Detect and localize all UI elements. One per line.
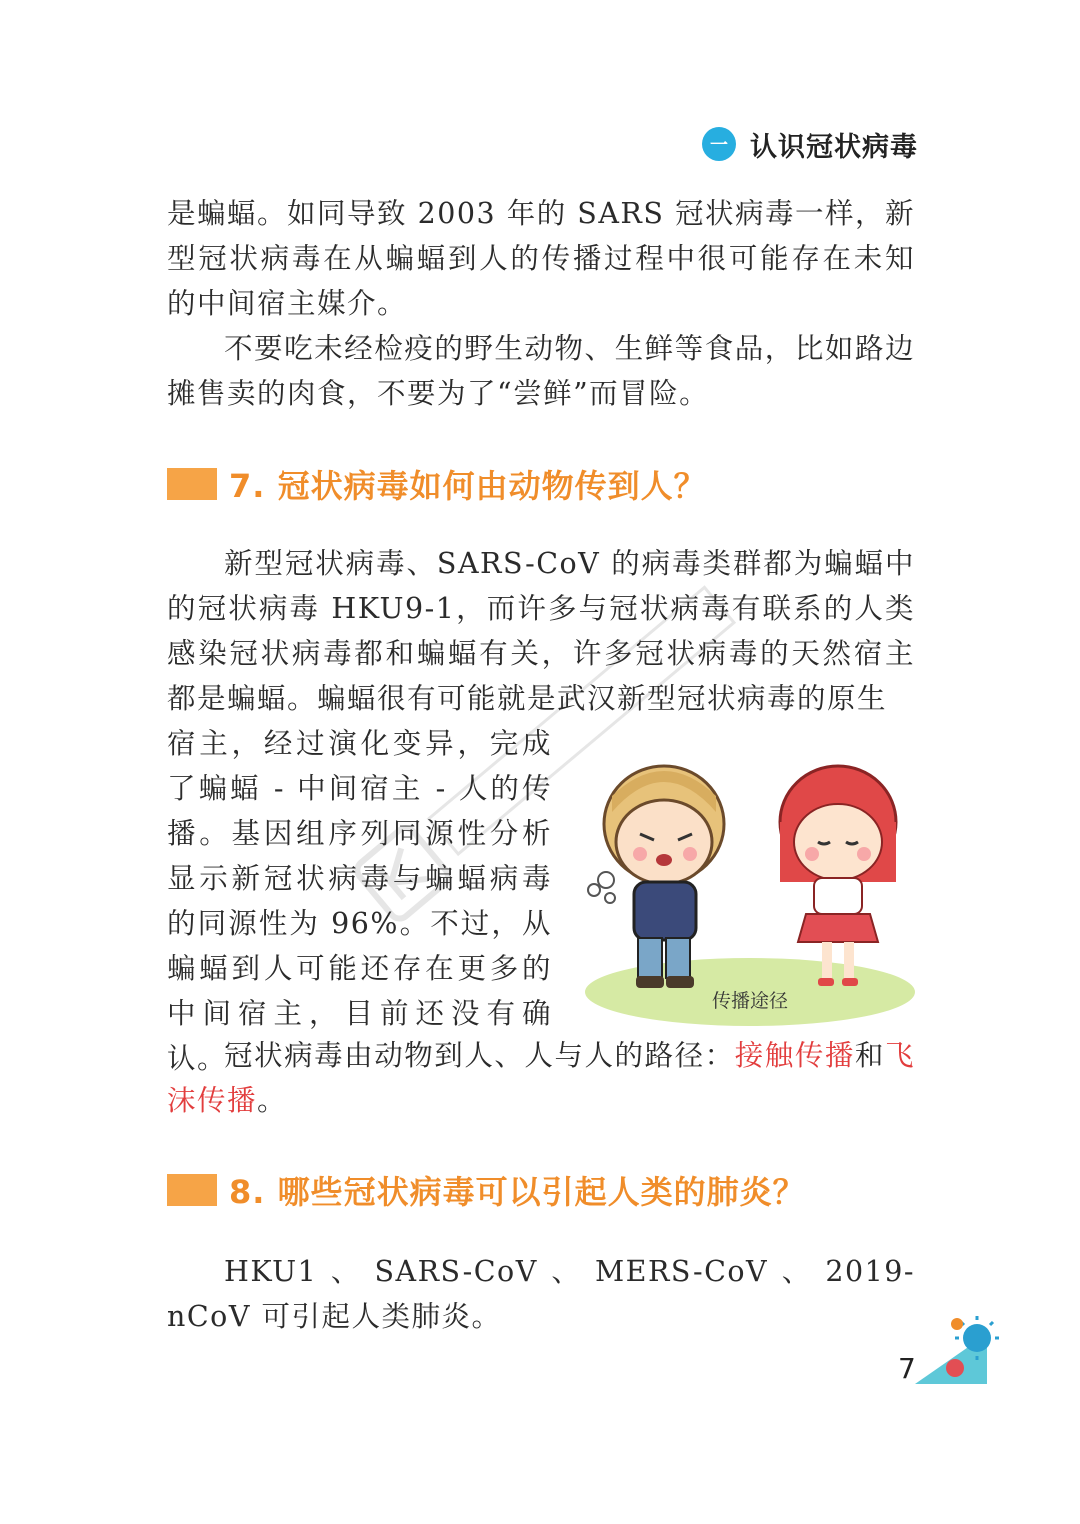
section-8-title: 8. 哪些冠状病毒可以引起人类的肺炎？ [229,1173,806,1211]
section-8-heading [167,1170,806,1210]
section-7-title: 7. 冠状病毒如何由动物传到人？ [229,467,707,505]
boy-figure [588,766,724,988]
paragraph-bat-origin: 是蝙蝠。如同导致 2003 年的 SARS 冠状病毒一样，新型冠状病毒在从蝙蝠到人的传播过程中很可能存在未知的中间宿主媒介。 [167,197,915,320]
virus-corner-decoration [905,1312,1005,1392]
section-marker-bar [167,468,217,500]
paragraph-transmission-routes [167,1033,915,1123]
paragraph-wild-animal-warning: 不要吃未经检疫的野生动物、生鲜等食品，比如路边摊售卖的肉食，不要为了“尝鲜”而冒险。 [167,332,915,410]
girl-figure [780,766,896,986]
contact-transmission-highlight: 接触传播 [734,1039,855,1072]
droplet-transmission-highlight: 飞沫传播 [167,1039,915,1117]
chapter-number-badge: 一 [702,127,736,161]
paragraph-transmission-chain: 宿主，经过演化变异，完成了蝙蝠 - 中间宿主 - 人的传播。基因组序列同源性分析显示新冠状病毒与蝙蝠病毒的同源性为 96%。不过，从蝙蝠到人可能还存在更多的中间宿主，目前还没有确认。 [167,727,552,1075]
transmission-illustration [582,752,918,1028]
page-number: 7 [898,1352,916,1385]
illustration-caption: 传播途径 [711,990,788,1012]
paragraph-bat-host: 新型冠状病毒、SARS-CoV 的病毒类群都为蝙蝠中的冠状病毒 HKU9-1，而许多与冠状病毒有联系的人类感染冠状病毒都和蝙蝠有关，许多冠状病毒的天然宿主都是蝙蝠。蝙蝠很有可能就是武汉新型冠状病毒的原生 [167,547,915,715]
section-marker-bar [167,1174,217,1206]
chapter-header [702,122,918,166]
routes-text-after: 。 [257,1084,288,1117]
section-7-heading [167,464,707,504]
paragraph-pneumonia-viruses: HKU1、SARS-CoV、MERS-CoV、2019-nCoV 可引起人类肺炎。 [167,1255,915,1333]
routes-text-middle: 和 [854,1039,885,1072]
routes-text-before: 冠状病毒由动物到人、人与人的路径： [224,1039,735,1072]
chapter-title: 认识冠状病毒 [750,131,918,163]
